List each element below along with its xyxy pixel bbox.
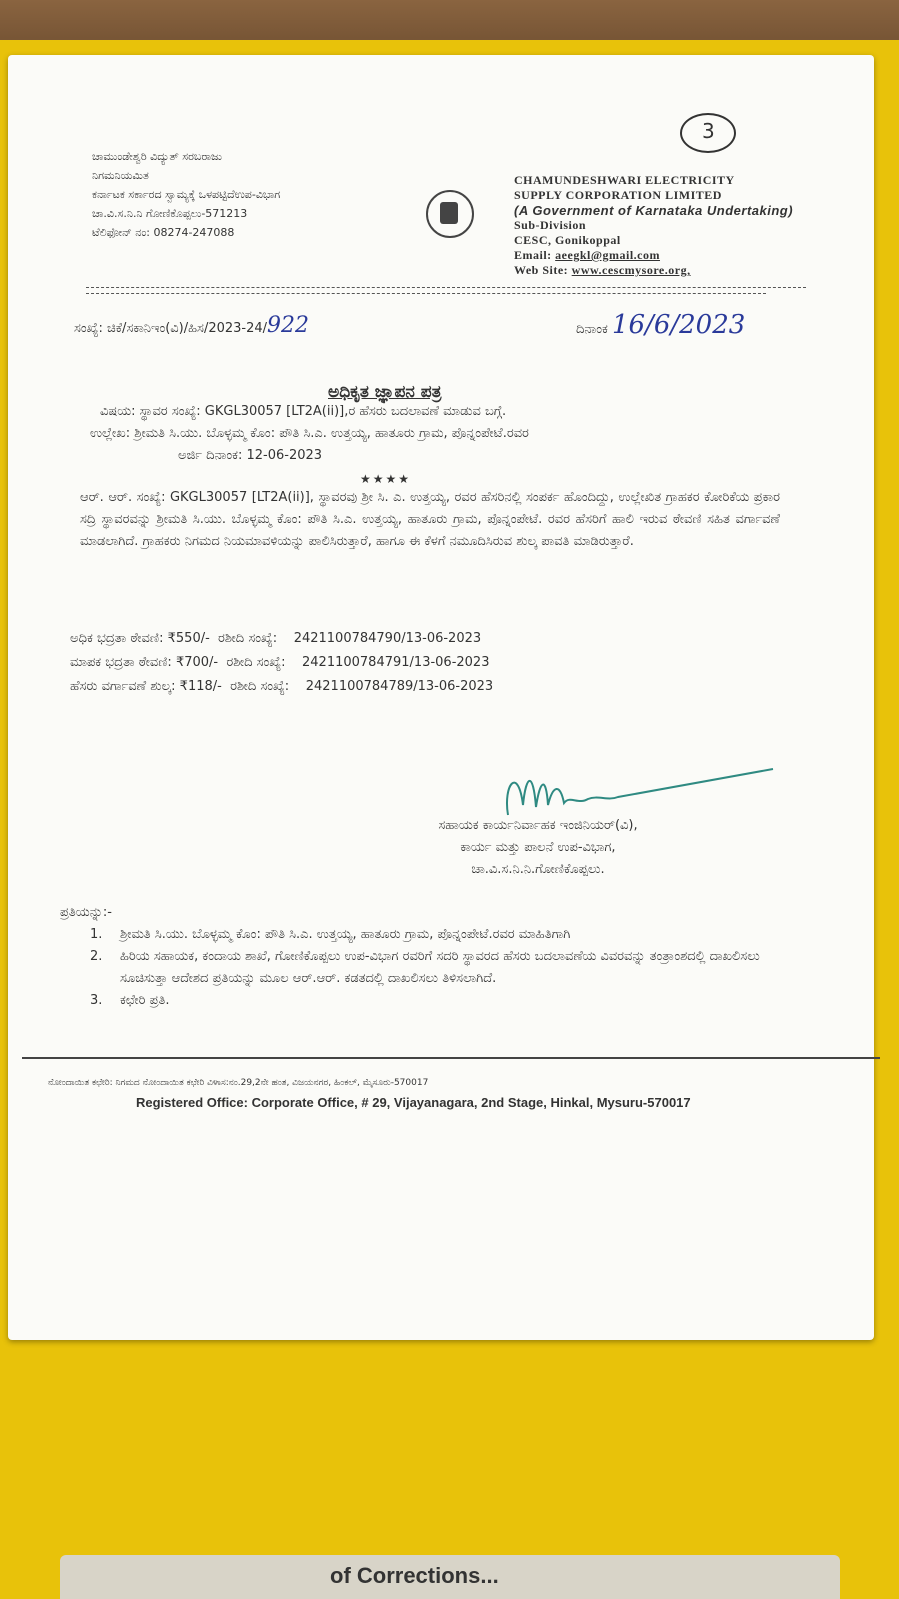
body-paragraph: ಆರ್. ಆರ್. ಸಂಖ್ಯೆ: GKGL30057 [LT2A(ii)], ಸ್ಥಾವರವು ಶ್ರೀ ಸಿ. ಎ. ಉತ್ತಯ್ಯ, ರವರ ಹೆಸರಿನಲ್ಲಿ ಸಂಪರ್ಕ ಹೊಂದಿದ್ದು, ಉಲ್ಲೇಖಿತ ಗ್ರಾಹಕರ ಕೋರಿಕೆಯ ಪ್ರಕಾರ ಸದ್ರಿ ಸ್ಥಾವರವನ್ನು ಶ್ರೀಮತಿ ಸಿ.ಯು. ಬೊಳ್ಳಮ್ಮ ಕೊಂ: ಪೌತಿ ಸಿ.ಎ. ಉತ್ತಯ್ಯ, ಹಾತೂರು ಗ್ರಾಮ, ಪೊನ್ನಂಪೇಟೆ. ರವರ ಹೆಸರಿಗೆ ಹಾಲಿ ಇರುವ ಠೇವಣಿ ಸಹಿತ ವರ್ಗಾವಣೆ ಮಾಡಲಾಗಿದೆ. ಗ್ರಾಹಕರು ನಿಗಮದ ನಿಯಮಾವಳಿಯನ್ನು ಪಾಲಿಸಿರುತ್ತಾರೆ, ಹಾಗೂ ಈ ಕೆಳಗೆ ನಮೂದಿಸಿರುವ ಶುಲ್ಕ ಪಾವತಿ ಮಾಡಿರುತ್ತಾರೆ. <box>80 490 780 549</box>
company-name-line1: CHAMUNDESHWARI ELECTRICITY <box>514 173 735 187</box>
copies-heading: ಪ್ರತಿಯನ್ನು:- <box>60 905 112 920</box>
sub-division-name: CESC, Gonikoppal <box>514 233 621 247</box>
copy-item: 3. ಕಛೇರಿ ಪ್ರತಿ. <box>90 993 170 1008</box>
reference-number: ಸಂಖ್ಯೆ: ಚಿಕೆ/ಸಕಾನಿಇಂ(ವಿ)/ಹಿಸ/2023-24/922 <box>74 313 310 338</box>
header-divider <box>86 287 806 288</box>
fee-row: ಮಾಪಕ ಭದ್ರತಾ ಠೇವಣಿ: ₹700/- ರಶೀದಿ ಸಂಖ್ಯೆ: 2421100784791/13-06-2023 <box>70 655 490 670</box>
folder-text: of Corrections... <box>330 1563 499 1588</box>
document-title: ಅಧಿಕೃತ ಜ್ಞಾಪನ ಪತ್ರ <box>328 382 442 402</box>
header-kn-line: ನಿಗಮನಿಯಮಿತ <box>92 169 149 182</box>
copies-section <box>60 902 795 1012</box>
header-kannada <box>92 147 280 242</box>
header-kn-line: ಕರ್ನಾಟಕ ಸರ್ಕಾರದ ಸ್ವಾಮ್ಯಕ್ಕೆ ಒಳಪಟ್ಟಿದೆಉಪ-ವಿಭಾಗ <box>92 188 281 201</box>
signatory-title: ಸಹಾಯಕ ಕಾರ್ಯನಿರ್ವಾಹಕ ಇಂಜಿನಿಯರ್(ವಿ), <box>438 818 638 833</box>
reference-date: ದಿನಾಂಕ 16/6/2023 <box>576 310 746 340</box>
government-undertaking: (A Government of Karnataka Undertaking) <box>514 203 794 218</box>
header-kn-line: ಟೆಲಿಫೋನ್ ನಂ: 08274-247088 <box>92 226 235 239</box>
header-kn-line: ಚಾ.ವಿ.ಸ.ನಿ.ನಿ ಗೋಣಿಕೊಪ್ಪಲು-571213 <box>92 207 248 220</box>
cesc-logo-icon <box>426 190 474 238</box>
separator-stars: ★★★★ <box>360 472 412 486</box>
copy-item: 1. ಶ್ರೀಮತಿ ಸಿ.ಯು. ಬೊಳ್ಳಮ್ಮ ಕೊಂ: ಪೌತಿ ಸಿ.ಎ. ಉತ್ತಯ್ಯ, ಹಾತೂರು ಗ್ರಾಮ, ಪೊನ್ನಂಪೇಟೆ.ರವರ ಮಾಹಿತಿಗಾಗಿ <box>90 927 571 942</box>
copy-item: 2. ಹಿರಿಯ ಸಹಾಯಕ, ಕಂದಾಯ ಶಾಖೆ, ಗೋಣಿಕೊಪ್ಪಲು ಉಪ-ವಿಭಾಗ ರವರಿಗೆ ಸದರಿ ಸ್ಥಾವರದ ಹೆಸರು ಬದಲಾವಣೆಯ ವಿವರವನ್ನು ತಂತ್ರಾಂಶದಲ್ಲಿ ದಾಖಲಿಸಲು ಸೂಚಿಸುತ್ತಾ ಆದೇಶದ ಪ್ರತಿಯನ್ನು ಮೂಲ ಆರ್.ಆರ್. ಕಡತದಲ್ಲಿ ದಾಖಲಿಸಲು ತಿಳಿಸಲಾಗಿದೆ. <box>90 949 760 986</box>
subject-line: ವಿಷಯ: ಸ್ಥಾವರ ಸಂಖ್ಯೆ: GKGL30057 [LT2A(ii)],ರ ಹೆಸರು ಬದಲಾವಣೆ ಮಾಡುವ ಬಗ್ಗೆ. <box>100 404 507 419</box>
fee-row: ಹೆಸರು ವರ್ಗಾವಣೆ ಶುಲ್ಕ: ₹118/- ರಶೀದಿ ಸಂಖ್ಯೆ: 2421100784789/13-06-2023 <box>70 679 494 694</box>
signatory-location: ಚಾ.ವಿ.ಸ.ನಿ.ನಿ.ಗೋಣಿಕೊಪ್ಪಲು. <box>471 862 605 877</box>
document-page <box>8 55 874 1340</box>
email-line: Email: aeegkl@gmail.com <box>514 248 660 262</box>
footer-divider <box>22 1057 880 1059</box>
header-divider <box>86 293 766 294</box>
signatory-office: ಕಾರ್ಯ ಮತ್ತು ಪಾಲನೆ ಉಪ-ವಿಭಾಗ, <box>460 840 616 855</box>
page-number-mark: 3 <box>680 113 736 153</box>
email-link[interactable]: aeegkl@gmail.com <box>555 248 660 262</box>
fee-row: ಅಧಿಕ ಭದ್ರತಾ ಠೇವಣಿ: ₹550/- ರಶೀದಿ ಸಂಖ್ಯೆ: 2421100784790/13-06-2023 <box>70 631 482 646</box>
website-link[interactable]: www.cescmysore.org, <box>571 263 691 277</box>
folder-bottom-sheet <box>60 1555 840 1599</box>
handwritten-date: 16/6/2023 <box>611 310 746 340</box>
website-line: Web Site: www.cescmysore.org, <box>514 263 691 277</box>
sub-division-label: Sub-Division <box>514 218 587 232</box>
signatory-block <box>368 815 708 881</box>
reference-line: ಉಲ್ಲೇಖ: ಶ್ರೀಮತಿ ಸಿ.ಯು. ಬೊಳ್ಳಮ್ಮ ಕೊಂ: ಪೌತಿ ಸಿ.ಎ. ಉತ್ತಯ್ಯ, ಹಾತೂರು ಗ್ರಾಮ, ಪೊನ್ನಂಪೇಟೆ.ರವರ <box>90 426 529 441</box>
handwritten-number: 922 <box>267 313 310 338</box>
header-kn-line: ಚಾಮುಂಡೇಶ್ವರಿ ವಿದ್ಯುತ್ ಸರಬರಾಜು <box>92 150 222 163</box>
footer-kannada: ನೋಂದಾಯಿತ ಕಛೇರಿ: ನಿಗಮದ ನೋಂದಾಯಿತ ಕಛೇರಿ ವಿಳಾಸ:ನಂ.29,2ನೇ ಹಂತ, ವಿಜಯನಗರ, ಹಿಂಕಲ್, ಮೈಸೂರು-570017 <box>48 1078 429 1088</box>
header-english <box>514 173 793 278</box>
application-date: ಅರ್ಜಿ ದಿನಾಂಕ: 12-06-2023 <box>178 448 323 463</box>
company-name-line2: SUPPLY CORPORATION LIMITED <box>514 188 722 202</box>
footer-english: Registered Office: Corporate Office, # 29, Vijayanagara, 2nd Stage, Hinkal, Mysuru-570017 <box>136 1095 691 1110</box>
